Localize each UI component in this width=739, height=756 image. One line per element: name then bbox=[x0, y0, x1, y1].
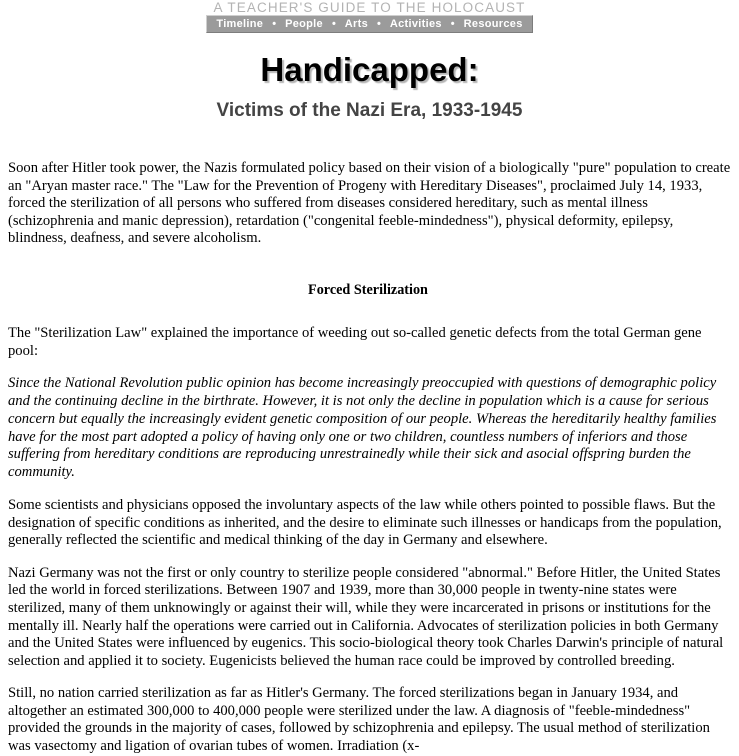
section-heading-forced-sterilization: Forced Sterilization bbox=[308, 281, 428, 298]
site-title: A TEACHER'S GUIDE TO THE HOLOCAUST bbox=[213, 0, 526, 15]
nav-item-arts[interactable]: Arts bbox=[344, 18, 369, 30]
paragraph-statistics: Still, no nation carried sterilization as far as Hitler's Germany. The forced sterilizations began in January 1934, and altogether an estimated 300,000 to 400,000 people were sterilized under the law. A diagnosis of "feeble-mindedness" provided the grounds in the majority of cases, followed by schizophrenia and epilepsy. The usual method of sterilization was vasectomy and ligation of ovarian tubes of women. Irradiation (x- bbox=[8, 685, 710, 755]
nav-separator: • bbox=[331, 18, 336, 30]
article-body bbox=[0, 160, 739, 756]
nav-item-timeline[interactable]: Timeline bbox=[216, 18, 264, 30]
nav-separator: • bbox=[272, 18, 277, 30]
header-spacer bbox=[0, 122, 739, 160]
nav-separator: • bbox=[450, 18, 455, 30]
nav-item-people[interactable]: People bbox=[285, 18, 323, 30]
nav-separator: • bbox=[377, 18, 381, 30]
heading-gap bbox=[8, 263, 732, 282]
paragraph-intro: Soon after Hitler took power, the Nazis formulated policy based on their vision of a biologically "pure" population to create an "Aryan master race." The "Law for the Prevention of Progeny with Hereditary Diseases", proclaimed July 14, 1933, forced the sterilization of all persons who suffered from diseases considered hereditary, such as mental illness (schizophrenia and manic depression), retardation ("congenital feeble-mindedness"), physical deformity, epilepsy, blindness, deafness, and severe alcoholism. bbox=[8, 160, 731, 247]
page-title: Handicapped: bbox=[260, 51, 479, 88]
page-header bbox=[0, 52, 739, 122]
nav-item-activities[interactable]: Activities bbox=[389, 18, 442, 30]
site-masthead bbox=[0, 0, 739, 33]
blockquote-sterilization-law: Since the National Revolution public opinion has become increasingly preoccupied with questions of demographic policy and the continuing decline in the birthrate. However, it is not only the decline in population which is a cause for serious concern but equally the increasingly evident genetic composition of our people. Whereas the hereditarily healthy families have for the most part adopted a policy of having only one or two children, countless numbers of inferiors and those suffering from hereditary conditions are reproducing unrestrainedly while their sick and asocial offspring burden the community. bbox=[8, 375, 717, 481]
paragraph-sterilization-law: The "Sterilization Law" explained the importance of weeding out so-called genetic defects from the total German gene pool: bbox=[8, 324, 702, 359]
page-subtitle: Victims of the Nazi Era, 1933-1945 bbox=[216, 100, 523, 121]
paragraph-scientists: Some scientists and physicians opposed the involuntary aspects of the law while others pointed to possible flaws. But the designation of specific conditions as inherited, and the desire to eliminate such illnesses or handicaps from the population, generally reflected the scientific and medical thinking of the day in Germany and elsewhere. bbox=[8, 496, 722, 549]
main-navigation bbox=[206, 15, 532, 33]
nav-item-resources[interactable]: Resources bbox=[463, 18, 523, 30]
paragraph-eugenics: Nazi Germany was not the first or only country to sterilize people considered "abnormal." Before Hitler, the United States led the world in forced sterilizations. Between 1907 and 1939, more than 30,000 people in twenty-nine states were sterilized, many of them unknowingly or against their will, while they were incarcerated in prisons or institutions for the mentally ill. Nearly half the operations were carried out in California. Advocates of sterilization policies in both Germany and the United States were influenced by eugenics. This socio-biological theory took Charles Darwin's principle of natural selection and applied it to society. Eugenicists believed the human race could be improved by controlled breeding. bbox=[8, 564, 724, 669]
